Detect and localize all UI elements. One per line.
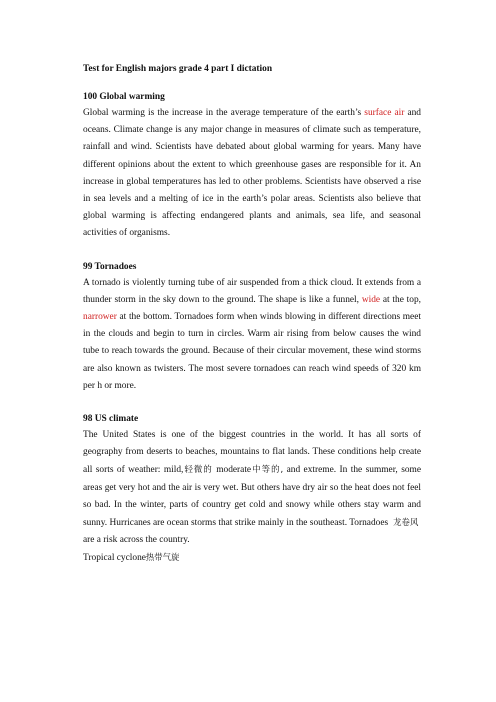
text-run: A tornado is violently turning tube of air suspended from a thick cloud. It extends from a thunder storm in the sky down to the ground. The shape is like a funnel,: [83, 277, 421, 305]
document-title: Test for English majors grade 4 part I dictation: [83, 64, 273, 74]
text-run: and extreme. In the summer, some areas get very hot and the air is very wet. But others have dry air so the heat does not feel so bad. In the winter, parts of country get cold and snowy while others stay warm and sunny. Hurricanes are ocean storms that strike mainly in the southeast. Tornadoes: [83, 465, 421, 529]
text-run: are a risk across the country.: [83, 535, 190, 546]
section-global-warming: [83, 91, 421, 243]
document-page: [83, 62, 421, 585]
text-run: at the top,: [380, 294, 421, 305]
section-heading: 99 Tornadoes: [83, 261, 137, 272]
vocab-chinese: 热带气旋: [145, 552, 180, 563]
text-run: Global warming is the increase in the average temperature of the earth’s: [83, 108, 365, 118]
section-us-climate: [83, 413, 421, 567]
section-paragraph: [83, 275, 421, 395]
highlighted-text: narrower: [83, 312, 117, 323]
text-run: at the bottom. Tornadoes form when winds blowing in different directions meet in the clouds and begin to turn in circles. Warm air rising from below causes the wind tube to reach towards the ground. Because of their circular movement, these wind storms are also known as twisters. The most severe tornadoes can reach wind speeds of 320 km per h or more.: [83, 312, 421, 391]
section-heading: 100 Global warming: [83, 92, 165, 102]
section-heading: 98 US climate: [83, 414, 139, 425]
chinese-gloss: 中等的,: [251, 464, 284, 475]
vocabulary-line: [83, 549, 421, 567]
highlighted-text: surface air: [364, 108, 405, 118]
chinese-gloss: 龙卷风: [390, 517, 421, 528]
text-run: moderate: [212, 465, 252, 476]
section-paragraph: [83, 105, 421, 243]
text-run: The United States is one of the biggest countries in the world. It has all sorts of geography from deserts to beaches, mountains to flat lands. These conditions help create all sorts of weather: mild,: [83, 430, 421, 476]
section-tornadoes: [83, 261, 421, 395]
highlighted-text: wide: [361, 294, 381, 305]
vocab-english: Tropical cyclone: [83, 553, 146, 564]
chinese-gloss: 轻微的: [183, 464, 213, 475]
section-paragraph: [83, 427, 421, 549]
text-run: and oceans. Climate change is any major change in measures of climate such as temperature, rainfall and wind. Scientists have debated about global warming for years. Many have different opinions about the extent to which greenhouse gases are responsible for it. An increase in global temperatures has led to other problems. Scientists have observed a rise in sea levels and a melting of ice in the earth’s polar areas. Scientists also believe that global warming is affecting endangered plants and animals, sea life, and seasonal activities of organisms.: [83, 108, 421, 239]
